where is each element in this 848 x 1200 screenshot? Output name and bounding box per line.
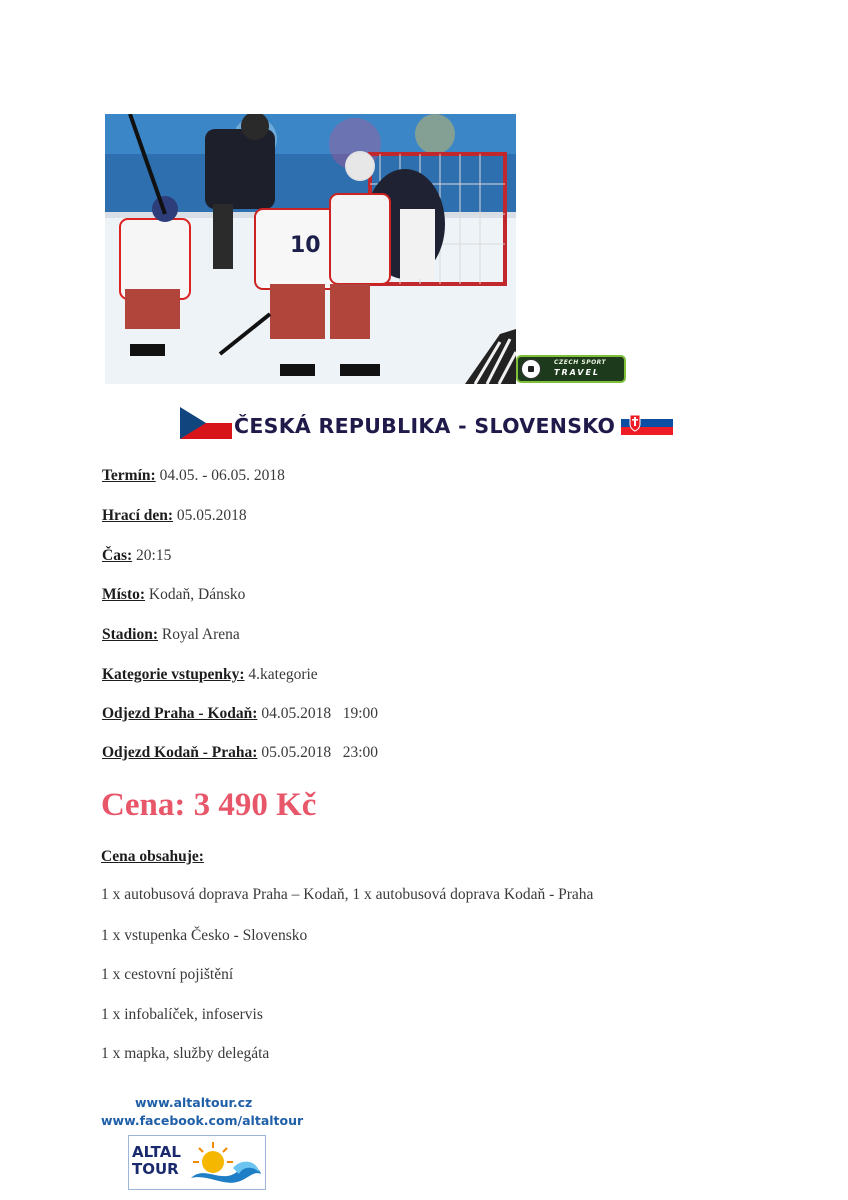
detail-term	[102, 467, 285, 485]
detail-label: Čas:	[102, 547, 133, 564]
detail-place	[102, 586, 245, 604]
sun-wave-icon	[187, 1140, 263, 1186]
detail-departure-kodan	[102, 744, 378, 762]
detail-value: 4.kategorie	[244, 666, 318, 683]
czech-flag-icon	[180, 407, 232, 439]
includes-item: 1 x mapka, služby delegáta	[101, 1045, 270, 1062]
price: Cena: 3 490 Kč	[101, 787, 317, 823]
includes-item: 1 x vstupenka Česko - Slovensko	[101, 927, 308, 944]
detail-label: Místo:	[102, 586, 146, 603]
detail-value: 04.05.2018 19:00	[257, 705, 378, 722]
jersey-number: 10	[290, 233, 321, 258]
detail-label: Stadion:	[102, 626, 158, 643]
match-title-row	[180, 403, 680, 437]
hockey-photo	[105, 114, 516, 384]
badge-line1: CZECH SPORT	[554, 359, 607, 366]
detail-value: Royal Arena	[158, 626, 240, 643]
website-link[interactable]: www.altaltour.cz	[135, 1095, 253, 1110]
detail-label: Hrací den:	[102, 507, 174, 524]
detail-time	[102, 547, 171, 565]
detail-label: Odjezd Praha - Kodaň:	[102, 705, 258, 722]
detail-stadium	[102, 626, 240, 644]
detail-ticket-category	[102, 666, 318, 684]
logo-text-line1: ALTAL	[132, 1143, 181, 1161]
match-title: ČESKÁ REPUBLIKA - SLOVENSKO	[234, 414, 616, 438]
soccer-ball-icon	[521, 359, 541, 379]
includes-item: 1 x autobusová doprava Praha – Kodaň, 1 x autobusová doprava Kodaň - Praha	[101, 886, 594, 903]
includes-heading: Cena obsahuje:	[101, 848, 204, 865]
detail-value: Kodaň, Dánsko	[145, 586, 246, 603]
includes-item: 1 x cestovní pojištění	[101, 966, 234, 983]
detail-value: 20:15	[132, 547, 172, 564]
detail-label: Kategorie vstupenky:	[102, 666, 245, 683]
logo-text-line2: TOUR	[132, 1160, 179, 1178]
detail-value: 05.05.2018 23:00	[257, 744, 378, 761]
detail-label: Odjezd Kodaň - Praha:	[102, 744, 258, 761]
czech-sport-travel-badge	[516, 355, 626, 383]
slovak-flag-icon	[621, 411, 673, 435]
badge-line2: TRAVEL	[554, 368, 601, 377]
detail-label: Termín:	[102, 467, 156, 484]
hockey-photo-illustration	[105, 114, 516, 384]
facebook-link[interactable]: www.facebook.com/altaltour	[101, 1113, 304, 1128]
detail-value: 05.05.2018	[173, 507, 247, 524]
detail-departure-praha	[102, 705, 378, 723]
detail-game-day	[102, 507, 247, 525]
detail-value: 04.05. - 06.05. 2018	[155, 467, 285, 484]
altaltour-logo	[128, 1135, 266, 1190]
includes-item: 1 x infobalíček, infoservis	[101, 1006, 263, 1023]
